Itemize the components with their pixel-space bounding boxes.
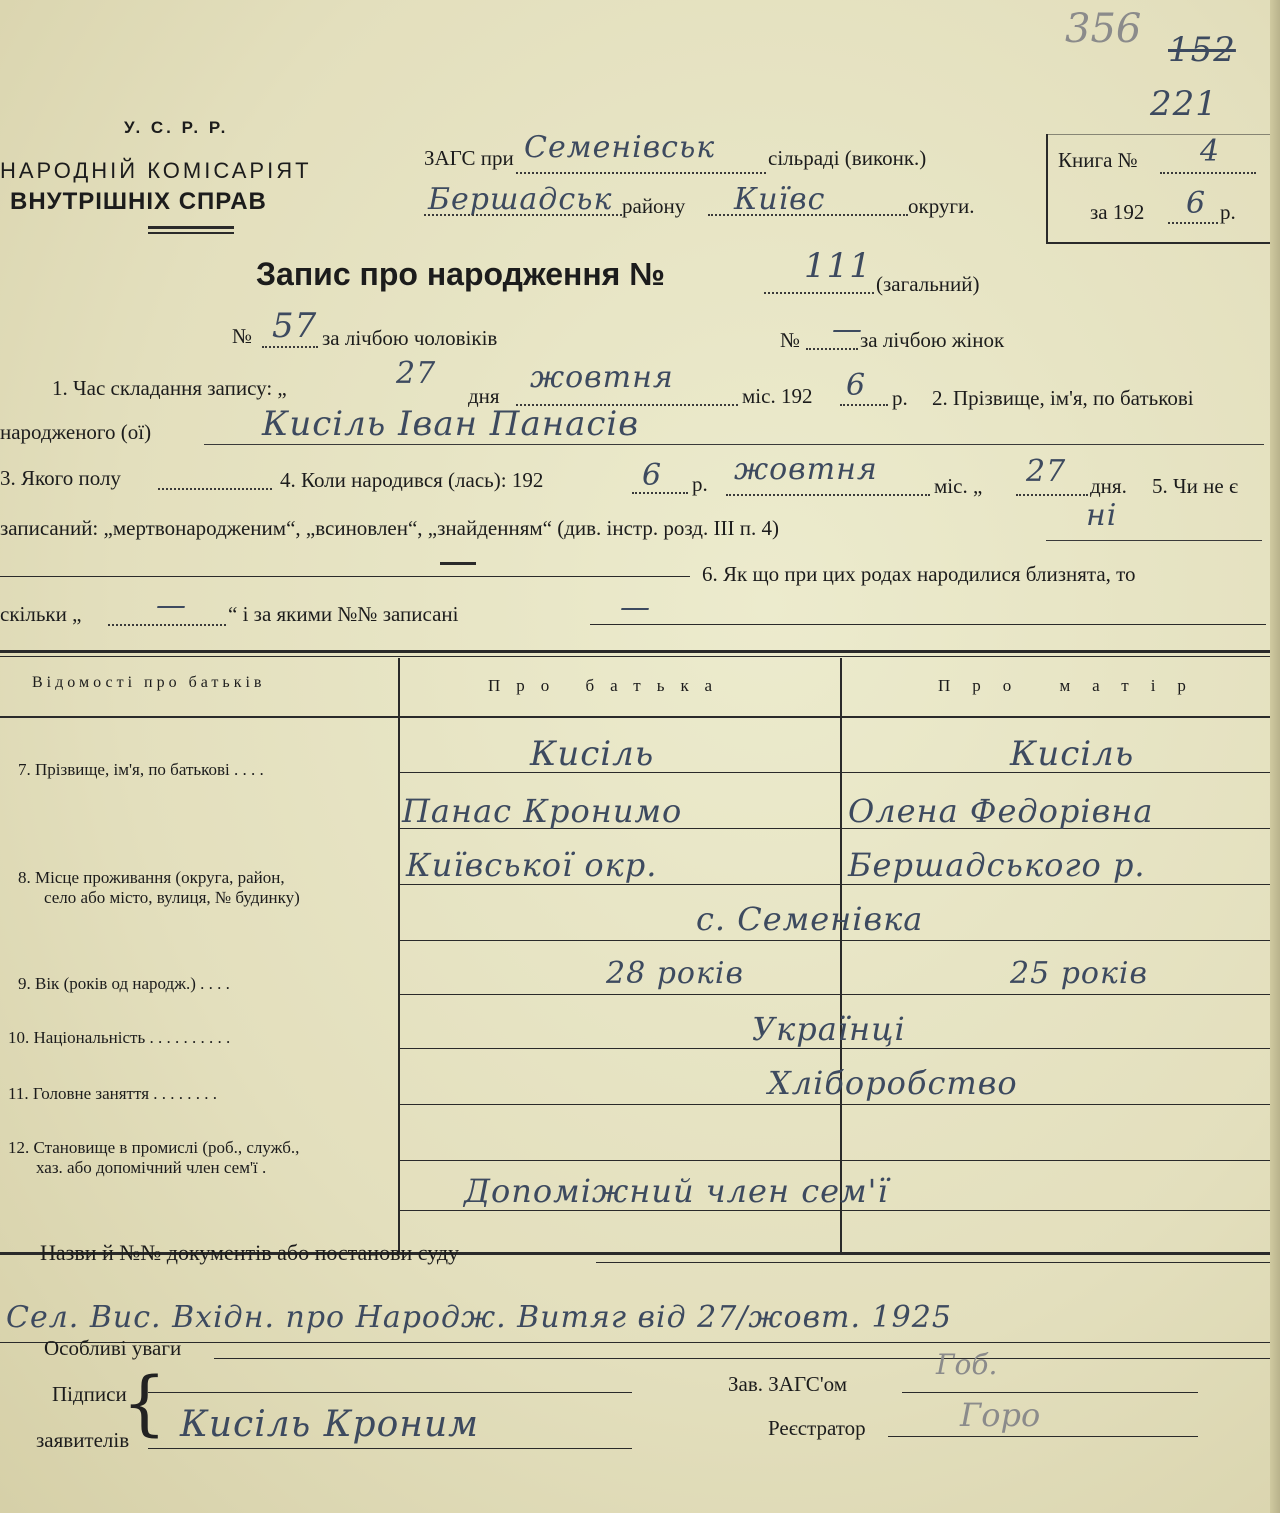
f6-blank-line bbox=[0, 576, 690, 577]
crossed-number: 152 bbox=[1168, 30, 1236, 70]
f4-month-line bbox=[726, 494, 930, 496]
row-line-8 bbox=[400, 1160, 1272, 1161]
f4-year-line bbox=[632, 492, 688, 494]
f6-value: — bbox=[156, 588, 187, 623]
book-value: 4 bbox=[1200, 134, 1221, 169]
year-line bbox=[1168, 222, 1218, 224]
table-header-rule bbox=[0, 716, 1272, 718]
row-label-age: 9. Вік (років од народж.) . . . . bbox=[18, 974, 230, 993]
f5-value: ні bbox=[1086, 498, 1118, 533]
head-label: Зав. ЗАГС'ом bbox=[728, 1372, 847, 1396]
f1-month: жовтня bbox=[530, 360, 674, 395]
row-line-9 bbox=[400, 1210, 1272, 1211]
row-label-name: 7. Прізвище, ім'я, по батькові . . . . bbox=[18, 760, 264, 779]
signature-line-2 bbox=[148, 1448, 632, 1449]
row-line-6 bbox=[400, 1048, 1272, 1049]
record-number: 111 bbox=[804, 246, 872, 286]
registrar-label: Реєстратор bbox=[768, 1416, 866, 1440]
residence-village: с. Семенівка bbox=[696, 900, 924, 938]
mother-surname: Кисіль bbox=[1010, 734, 1135, 774]
book-line bbox=[1160, 172, 1256, 174]
f5-label: 5. Чи не є bbox=[1152, 474, 1238, 498]
f4-r: р. bbox=[692, 472, 708, 496]
row-label-residence-2: село або місто, вулиця, № будинку) bbox=[44, 888, 300, 907]
men-label: за лічбою чоловіків bbox=[322, 326, 498, 350]
table-col-divider-2 bbox=[840, 658, 842, 1254]
f6-label: 6. Як що при цих родах народилися близнята, то bbox=[702, 562, 1136, 586]
status-value: Допоміжний член сем'ї bbox=[464, 1172, 889, 1210]
f1-year-line bbox=[840, 404, 888, 406]
f2-line bbox=[204, 444, 1264, 445]
mother-age: 25 років bbox=[1010, 956, 1148, 991]
f6-value2: — bbox=[620, 590, 651, 625]
f2-label: 2. Прізвище, ім'я, по батькові bbox=[932, 386, 1194, 410]
year-value: 6 bbox=[1186, 186, 1207, 221]
women-label: за лічбою жінок bbox=[860, 328, 1005, 352]
signatures-label-2: заявителів bbox=[36, 1428, 130, 1452]
men-value: 57 bbox=[272, 306, 318, 346]
f1-month-label: міс. 192 bbox=[742, 384, 813, 408]
f3-label: 3. Якого полу bbox=[0, 466, 121, 490]
district-label: району bbox=[622, 194, 686, 218]
book-label: Книга № bbox=[1058, 148, 1138, 172]
table-header-info: Відомості про батьків bbox=[32, 674, 266, 691]
row-line-7 bbox=[400, 1104, 1272, 1105]
okrug-line bbox=[708, 214, 908, 216]
row-label-residence: 8. Місце проживання (округа, район, bbox=[18, 868, 285, 887]
row-line-4 bbox=[400, 940, 1272, 941]
book-box-top bbox=[1046, 134, 1270, 135]
table-header-father: Про батька bbox=[488, 676, 729, 695]
father-given-names: Панас Кронимо bbox=[402, 792, 683, 830]
council-label: сільраді (виконк.) bbox=[768, 146, 927, 170]
men-prefix: № bbox=[232, 324, 253, 348]
f4-day: 27 bbox=[1026, 454, 1067, 489]
row-label-occupation: 11. Головне заняття . . . . . . . . bbox=[8, 1084, 218, 1103]
okrug-value: Київс bbox=[734, 182, 826, 217]
year-suffix: р. bbox=[1220, 200, 1236, 224]
docs-label: Назви й №№ документів або постанови суду bbox=[40, 1240, 460, 1265]
women-line bbox=[806, 348, 858, 350]
signature-line-1 bbox=[148, 1392, 632, 1393]
zags-value: Семенівськ bbox=[524, 130, 716, 165]
f4-day-label: дня. bbox=[1090, 474, 1127, 498]
table-top-rule-2 bbox=[0, 656, 1272, 657]
docs-value: Сел. Вис. Вхідн. про Народж. Витяг від 27/жовт. 1925 bbox=[6, 1300, 952, 1335]
f4-label: 4. Коли народився (лась): 192 bbox=[280, 468, 544, 492]
registrar-signature: Горо bbox=[960, 1396, 1041, 1434]
women-value: — bbox=[832, 312, 863, 347]
commissariat-line2: ВНУТРІШНІХ СПРАВ bbox=[10, 188, 267, 215]
mother-residence-1: Бершадського р. bbox=[848, 846, 1146, 884]
row-label-status-2: хаз. або допомічний член сем'ї . bbox=[36, 1158, 267, 1177]
f6-label-cont2: “ і за якими №№ записані bbox=[228, 602, 459, 626]
zags-line bbox=[516, 172, 766, 174]
record-title: Запис про народження № bbox=[256, 256, 665, 292]
father-age: 28 років bbox=[606, 956, 744, 991]
table-top-rule bbox=[0, 650, 1272, 653]
f1-year: 6 bbox=[846, 368, 867, 403]
nationality-value: Українці bbox=[752, 1010, 906, 1048]
book-box-left bbox=[1046, 134, 1048, 244]
book-box-bottom bbox=[1046, 242, 1270, 244]
okrug-label: округи. bbox=[908, 194, 975, 218]
f5-label-cont: записаний: „мертвонародженим“, „всиновлен“, „знайденням“ (див. інстр. розд. ІІІ п. 4) bbox=[0, 516, 779, 540]
f1-label: 1. Час складання запису: „ bbox=[52, 376, 287, 400]
signatures-label-1: Підписи bbox=[52, 1382, 127, 1406]
registrar-line bbox=[888, 1436, 1198, 1437]
f4-month: жовтня bbox=[734, 452, 878, 487]
table-col-divider-1 bbox=[398, 658, 400, 1254]
f1-day-label: дня bbox=[468, 384, 500, 408]
header-rule bbox=[148, 226, 234, 229]
f4-day-line bbox=[1016, 494, 1088, 496]
commissariat-line1: НАРОДНІЙ КОМІСАРІЯТ bbox=[0, 158, 312, 183]
docs-value-line bbox=[0, 1342, 1270, 1343]
f6-records-line bbox=[590, 624, 1266, 625]
applicant-signature: Кисіль Кроним bbox=[180, 1404, 480, 1445]
f5-line bbox=[1046, 540, 1262, 541]
ink-number: 221 bbox=[1150, 84, 1218, 124]
row-label-status: 12. Становище в промислі (роб., служб., bbox=[8, 1138, 300, 1157]
republic-label: У. С. Р. Р. bbox=[124, 118, 229, 137]
f2-value: Кисіль Іван Панасів bbox=[262, 404, 640, 444]
record-suffix: (загальний) bbox=[876, 272, 980, 296]
f2-label-cont: народженого (ої) bbox=[0, 420, 152, 444]
header-rule-2 bbox=[148, 232, 234, 234]
f3-line bbox=[158, 488, 272, 490]
notes-line bbox=[214, 1358, 1270, 1359]
f6-dash bbox=[440, 562, 476, 565]
head-line bbox=[902, 1392, 1198, 1393]
mother-given-names: Олена Федорівна bbox=[848, 792, 1154, 830]
page-edge bbox=[1270, 0, 1280, 1513]
f4-year: 6 bbox=[642, 458, 663, 493]
f6-label-cont1: скільки „ bbox=[0, 602, 82, 626]
year-prefix: за 192 bbox=[1090, 200, 1145, 224]
record-number-line bbox=[764, 292, 874, 294]
f6-count-line bbox=[108, 624, 226, 626]
father-surname: Кисіль bbox=[530, 734, 655, 774]
pencil-number: 356 bbox=[1065, 6, 1142, 52]
notes-label: Особливі уваги bbox=[44, 1336, 182, 1360]
row-label-nationality: 10. Національність . . . . . . . . . . bbox=[8, 1028, 231, 1047]
district-value: Бершадськ bbox=[428, 182, 613, 217]
row-line-3 bbox=[400, 884, 1272, 885]
zags-label: ЗАГС при bbox=[424, 146, 514, 170]
women-prefix: № bbox=[780, 328, 801, 352]
district-line bbox=[424, 214, 622, 216]
father-residence-1: Київської окр. bbox=[406, 846, 658, 884]
occupation-value: Хліборобство bbox=[768, 1064, 1018, 1102]
f1-year-label: р. bbox=[892, 386, 908, 410]
docs-line bbox=[596, 1262, 1272, 1263]
f1-day: 27 bbox=[396, 356, 437, 391]
row-line-5 bbox=[400, 994, 1272, 995]
f4-month-label: міс. „ bbox=[934, 474, 983, 498]
signature-brace: { bbox=[122, 1362, 167, 1444]
men-line bbox=[262, 346, 318, 348]
table-header-mother: Про матір bbox=[938, 676, 1208, 695]
head-signature: Гоб. bbox=[936, 1348, 998, 1381]
